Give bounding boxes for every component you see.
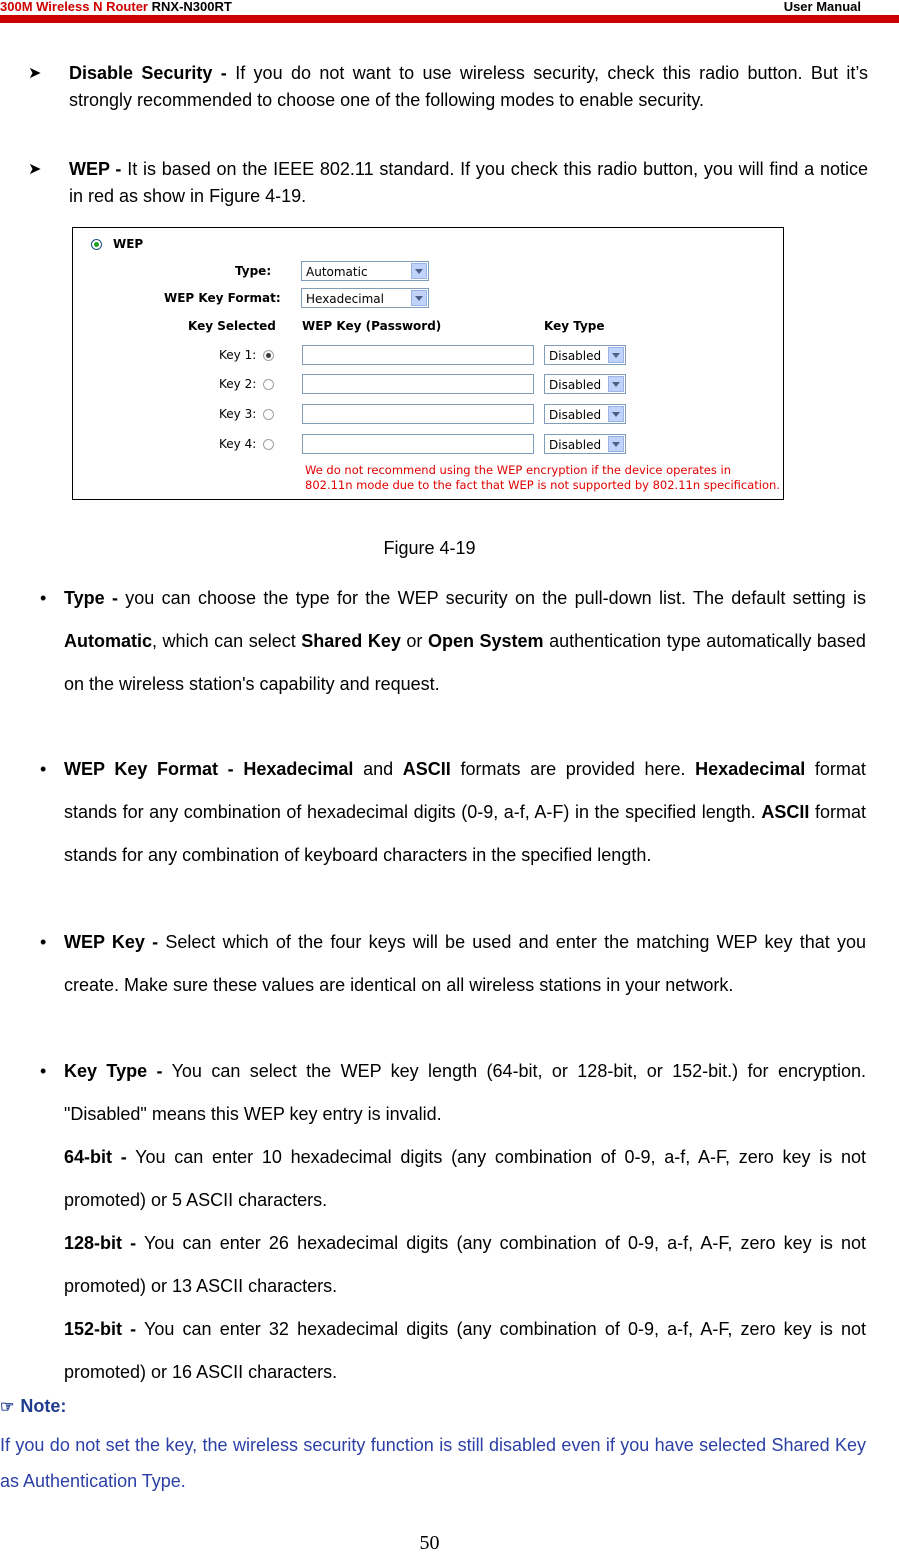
wep-warning-line-1: We do not recommend using the WEP encryption if the device operates in [305,463,731,477]
key-1-radio[interactable] [263,350,274,361]
wep-item [28,156,868,210]
header-brand: 300M Wireless N Router [0,0,148,14]
bullet-key-type [40,1050,866,1136]
wep-key-column-label: WEP Key (Password) [302,319,442,333]
format-bullet-bold-4: ASCII [761,802,810,822]
note-text: If you do not set the key, the wireless security function is still disabled even if you have selected Shared Key as Authentication Type. [0,1435,866,1491]
header-bar [0,15,899,23]
pointing-hand-icon: ☞ [0,1399,15,1416]
format-bullet-text-1: and [363,759,394,779]
key-4-radio[interactable] [263,439,274,450]
wep-key-bullet-text: Select which of the four keys will be used and enter the matching WEP key that you create. Make sure these values are identical on all wireless stations in your network. [64,932,866,995]
page-header [0,0,899,14]
type-select[interactable] [301,261,429,281]
bullet-type [40,577,866,706]
type-bullet-label: Type - [64,588,118,608]
chevron-down-icon [608,436,624,452]
disable-security-label: Disable Security - [69,63,227,83]
type-select-value: Automatic [306,265,368,279]
bullet-dot-icon: • [40,1061,47,1081]
key-4-type-value: Disabled [549,438,602,452]
disable-security-item [28,60,868,114]
type-bullet-text-4: authentication type automatically based on the wireless station's capability and request. [64,631,866,694]
type-bullet-bold-2: Shared Key [301,631,401,651]
type-label: Type: [235,264,272,278]
key-3-type-select[interactable] [544,404,626,424]
wep-radio[interactable] [91,239,102,250]
arrow-bullet-icon: ➤ [28,65,42,82]
arrow-bullet-icon: ➤ [28,161,42,178]
bit64-paragraph [64,1136,866,1222]
wep-settings-figure [72,227,784,500]
note-title: Note: [20,1396,67,1416]
key-4-input[interactable] [302,434,534,454]
header-title [0,0,232,14]
page-number: 50 [419,1532,440,1554]
bit152-paragraph [64,1308,866,1394]
format-bullet-label: WEP Key Format - [64,759,234,779]
key-1-type-select[interactable] [544,345,626,365]
key-1-type-value: Disabled [549,349,602,363]
bit64-label: 64-bit - [64,1147,127,1167]
bit152-text: You can enter 32 hexadecimal digits (any combination of 0-9, a-f, A-F, zero key is not promoted) or 16 ASCII characters. [64,1319,867,1382]
key-2-input[interactable] [302,374,534,394]
format-bullet-bold-3: Hexadecimal [695,759,806,779]
chevron-down-icon [608,347,624,363]
chevron-down-icon [411,290,427,306]
bit128-text: You can enter 26 hexadecimal digits (any combination of 0-9, a-f, A-F, zero key is not promoted) or 13 ASCII characters. [64,1233,867,1296]
key-selected-label: Key Selected [188,319,276,333]
figure-caption: Figure 4-19 [383,538,476,558]
key-3-input[interactable] [302,404,534,424]
wep-key-format-label: WEP Key Format: [164,291,281,305]
bullet-dot-icon: • [40,588,47,608]
key-2-type-value: Disabled [549,378,602,392]
wep-radio-label: WEP [113,237,144,251]
type-bullet-text-3: or [406,631,423,651]
wep-key-bullet-label: WEP Key - [64,932,159,952]
disable-security-text: If you do not want to use wireless security, check this radio button. But it’s strongly recommended to choose one of the following modes to enable security. [69,63,868,110]
chevron-down-icon [608,376,624,392]
chevron-down-icon [608,406,624,422]
key-4-type-select[interactable] [544,434,626,454]
key-2-label: Key 2: [219,377,257,391]
header-model: RNX-N300RT [151,0,232,14]
bullet-wep-key-format [40,748,866,877]
type-bullet-bold-3: Open System [427,631,544,651]
key-3-label: Key 3: [219,407,257,421]
wep-key-format-value: Hexadecimal [306,292,384,306]
type-bullet-bold-1: Automatic [64,631,153,651]
key-3-radio[interactable] [263,409,274,420]
bullet-wep-key [40,921,866,1007]
bullet-dot-icon: • [40,932,47,952]
type-bullet-text-2: , which can select [152,631,296,651]
key-1-label: Key 1: [219,348,257,362]
wep-key-format-select[interactable] [301,288,429,308]
key-4-label: Key 4: [219,437,257,451]
key-2-radio[interactable] [263,379,274,390]
format-bullet-text-2: formats are provided here. [460,759,686,779]
bullet-dot-icon: • [40,759,47,779]
key-type-bullet-text: You can select the WEP key length (64-bit, or 128-bit, or 152-bit.) for encryption. "Disabled" means this WEP key entry is invalid. [64,1061,866,1124]
key-2-type-select[interactable] [544,374,626,394]
wep-warning [305,463,780,493]
bit152-label: 152-bit - [64,1319,137,1339]
format-bullet-bold-1: Hexadecimal [243,759,354,779]
wep-label: WEP - [69,159,122,179]
wep-warning-line-2: 802.11n mode due to the fact that WEP is not supported by 802.11n specification. [305,478,780,492]
note-heading [0,1396,66,1417]
bit64-text: You can enter 10 hexadecimal digits (any combination of 0-9, a-f, A-F, zero key is not promoted) or 5 ASCII characters. [64,1147,866,1210]
wep-text: It is based on the IEEE 802.11 standard. If you check this radio button, you will find a notice in red as show in Figure 4-19. [69,159,868,206]
bit128-label: 128-bit - [64,1233,137,1253]
key-type-column-label: Key Type [544,319,605,333]
key-1-input[interactable] [302,345,534,365]
format-bullet-bold-2: ASCII [402,759,451,779]
format-bullet-text-4: format stands for any combination of keyboard characters in the specified length. [64,802,866,865]
format-bullet-text-3: format stands for any combination of hexadecimal digits (0-9, a-f, A-F) in the specified length. [64,759,866,822]
chevron-down-icon [411,263,427,279]
header-right: User Manual [783,0,861,14]
type-bullet-text-1: you can choose the type for the WEP security on the pull-down list. The default setting is [125,588,866,608]
key-3-type-value: Disabled [549,408,602,422]
key-type-bullet-label: Key Type - [64,1061,163,1081]
bit128-paragraph [64,1222,866,1308]
